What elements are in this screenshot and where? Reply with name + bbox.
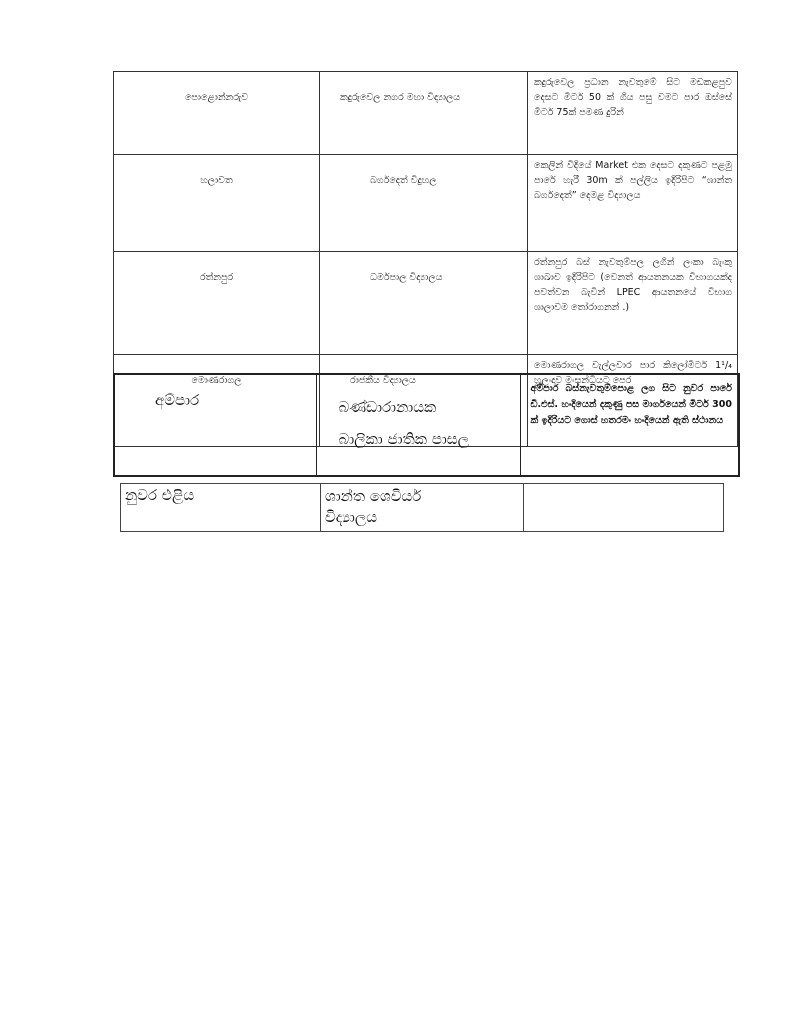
district-cell: හලාවත	[114, 155, 320, 252]
directions-cell: කදුරුවෙල ප්‍රධාන නැවතුමේ සිට මඩකළපුව දෙසට මීටර් 50 ක් ගිය පසු වමට පාර ඔස්සේ මීටර් 75ක් පමණ දුරින්	[528, 72, 738, 155]
school-name-line2: විද්‍යාලය	[325, 508, 378, 526]
district-cell: මොණරාගල	[114, 355, 320, 447]
school-name-line1: ශාන්ත ශෙවියර්	[325, 487, 422, 505]
school-name: ධර්මපාල විද්‍යාලය	[370, 272, 443, 283]
district-cell: අම්පාර	[114, 374, 316, 476]
table-row	[114, 155, 738, 252]
school-name: කදුරුවෙල නගර මහා විද්‍යාලය	[340, 92, 461, 103]
school-cell	[320, 155, 528, 252]
table-row	[114, 252, 738, 355]
directions-cell: රත්නපුර බස් නැවතුම්පල ලගින් ලංකා බැංකු ශාඛාව ඉදිරිපිට (වෙනත් ආයතනයක විභාගයක්ද පවත්වන බැවින් LPEC ආයතනයේ විභාග ශාලාවම තෝරාගනන් .)	[528, 252, 738, 355]
school-name-line2: බාලිකා ජාතික පාසල	[338, 430, 470, 448]
ampara-center-table	[113, 373, 740, 477]
district-cell: පොළොන්නරුව	[114, 72, 320, 155]
directions-cell: මොණරාගල වැල්ලවාර පාර කිලෝමීටර් 1¹/₄ හුලංදාව මංසන්ධියට පෙර	[528, 355, 738, 447]
table-row	[114, 374, 739, 476]
school-cell	[321, 484, 524, 532]
school-name: බර්ගදෙත් විදුහල	[370, 175, 437, 186]
school-name-line1: බණ්ඩාරානායක	[338, 398, 437, 416]
table-row	[114, 72, 738, 155]
directions-cell	[524, 484, 724, 532]
directions-cell: කෙලින් වීදියේ Market එක දෙසට දකුණට පළමු පාරේ හැරී 30m ක් පල්ලිය ඉදිරිපිට “ශාන්ත බර්ගදෙත්” දෙමළ විද්‍යාලය	[528, 155, 738, 252]
nuwara-eliya-center-table	[120, 483, 724, 532]
district-cell: නුවර එළිය	[121, 484, 321, 532]
school-cell	[320, 252, 528, 355]
school-cell	[316, 374, 520, 476]
school-cell	[320, 72, 528, 155]
school-name: රාජකීය විද්‍යාලය	[350, 375, 416, 386]
district-cell: රත්නපුර	[114, 252, 320, 355]
table-row	[121, 484, 724, 532]
directions-cell: අම්පාර බස්නැවතුම්පොළ ලග සිට නුවර පාරේ ඩී.එස්. හංදියෙන් දකුණු පස මාර්ගයෙන් මීටර් 300 ක් ඉදිරියට ගොස් හතරමං හංදියෙන් ඇති ස්ථානය	[520, 374, 739, 476]
